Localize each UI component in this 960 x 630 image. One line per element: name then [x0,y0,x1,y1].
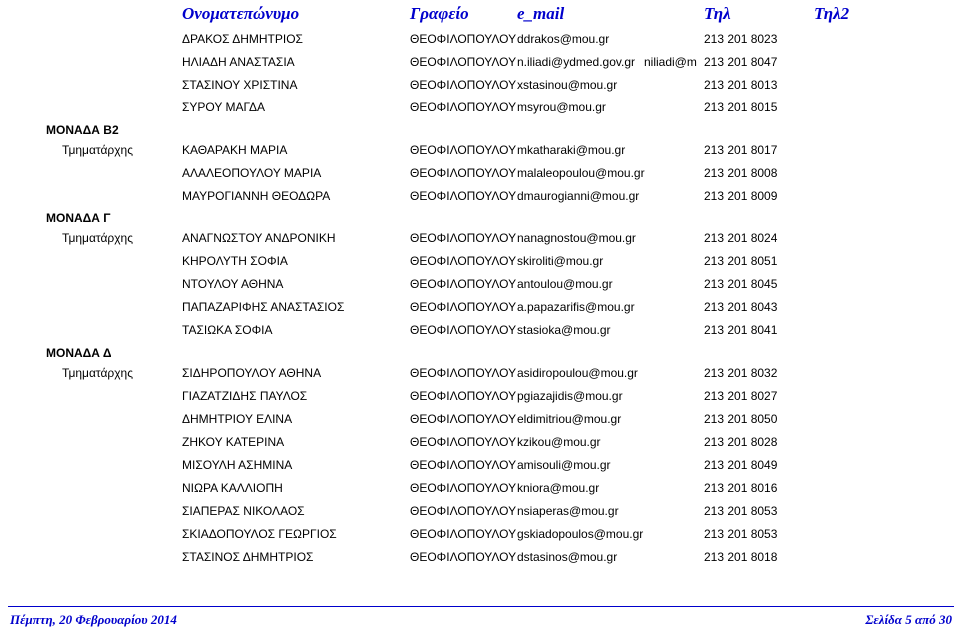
row-email[interactable]: eldimitriou@mou.gr [517,412,622,426]
row-office: ΘΕΟΦΙΛΟΠΟΥΛΟΥ [410,481,516,495]
row-office: ΘΕΟΦΙΛΟΠΟΥΛΟΥ [410,300,516,314]
table-row [0,433,960,451]
row-name: ΠΑΠΑΖΑΡΙΦΗΣ ΑΝΑΣΤΑΣΙΟΣ [182,300,345,314]
table-row [0,298,960,316]
row-email[interactable]: stasioka@mou.gr [517,323,611,337]
row-office: ΘΕΟΦΙΛΟΠΟΥΛΟΥ [410,504,516,518]
row-phone: 213 201 8041 [704,323,778,337]
row-email[interactable]: gskiadopoulos@mou.gr [517,527,644,541]
table-row [0,141,960,159]
row-phone: 213 201 8049 [704,458,778,472]
row-office: ΘΕΟΦΙΛΟΠΟΥΛΟΥ [410,412,516,426]
row-name: ΣΤΑΣΙΝΟΥ ΧΡΙΣΤΙΝΑ [182,78,298,92]
row-email[interactable]: malaleopoulou@mou.gr [517,166,645,180]
table-row [0,525,960,543]
row-office: ΘΕΟΦΙΛΟΠΟΥΛΟΥ [410,527,516,541]
row-role: Τμηματάρχης [62,231,133,245]
row-office: ΘΕΟΦΙΛΟΠΟΥΛΟΥ [410,189,516,203]
row-phone: 213 201 8016 [704,481,778,495]
table-row [0,410,960,428]
row-name: ΣΙΑΠΕΡΑΣ ΝΙΚΟΛΑΟΣ [182,504,305,518]
row-phone: 213 201 8051 [704,254,778,268]
table-row [0,387,960,405]
table-row [0,98,960,116]
table-row [0,275,960,293]
row-name: ΚΗΡΟΛΥΤΗ ΣΟΦΙΑ [182,254,288,268]
row-phone: 213 201 8023 [704,32,778,46]
row-email[interactable]: kniora@mou.gr [517,481,600,495]
row-phone: 213 201 8017 [704,143,778,157]
row-phone: 213 201 8032 [704,366,778,380]
row-office: ΘΕΟΦΙΛΟΠΟΥΛΟΥ [410,166,516,180]
row-role: Τμηματάρχης [62,366,133,380]
row-office: ΘΕΟΦΙΛΟΠΟΥΛΟΥ [410,78,516,92]
row-name: ΑΛΑΛΕΟΠΟΥΛΟΥ ΜΑΡΙΑ [182,166,322,180]
row-email[interactable]: a.papazarifis@mou.gr [517,300,635,314]
row-phone: 213 201 8027 [704,389,778,403]
table-row [0,229,960,247]
table-row [0,548,960,566]
header-name: Ονοματεπώνυμο [182,4,300,23]
table-row [0,479,960,497]
table-row [0,164,960,182]
section-g: ΜΟΝΑΔΑ Γ [46,211,111,225]
row-name: ΝΙΩΡΑ ΚΑΛΛΙΟΠΗ [182,481,283,495]
row-phone: 213 201 8053 [704,527,778,541]
row-phone: 213 201 8043 [704,300,778,314]
row-office: ΘΕΟΦΙΛΟΠΟΥΛΟΥ [410,550,516,564]
row-name: ΗΛΙΑΔΗ ΑΝΑΣΤΑΣΙΑ [182,55,295,69]
row-email[interactable]: nanagnostou@mou.gr [517,231,636,245]
row-name: ΝΤΟΥΛΟΥ ΑΘΗΝΑ [182,277,284,291]
table-row [0,456,960,474]
row-office: ΘΕΟΦΙΛΟΠΟΥΛΟΥ [410,143,516,157]
row-name: ΔΗΜΗΤΡΙΟΥ ΕΛΙΝΑ [182,412,293,426]
table-row [0,187,960,205]
row-name: ΚΑΘΑΡΑΚΗ ΜΑΡΙΑ [182,143,288,157]
row-office: ΘΕΟΦΙΛΟΠΟΥΛΟΥ [410,277,516,291]
row-name: ΤΑΣΙΩΚΑ ΣΟΦΙΑ [182,323,273,337]
row-email[interactable]: msyrou@mou.gr [517,100,606,114]
table-row [0,53,960,71]
row-name: ΣΚΙΑΔΟΠΟΥΛΟΣ ΓΕΩΡΓΙΟΣ [182,527,337,541]
row-phone: 213 201 8050 [704,412,778,426]
row-name: ΜΑΥΡΟΓΙΑΝΝΗ ΘΕΟΔΩΡΑ [182,189,331,203]
row-office: ΘΕΟΦΙΛΟΠΟΥΛΟΥ [410,435,516,449]
row-phone: 213 201 8053 [704,504,778,518]
row-email[interactable]: dstasinos@mou.gr [517,550,618,564]
footer-date: Πέμπτη, 20 Φεβρουαρίου 2014 [10,612,177,627]
row-role: Τμηματάρχης [62,143,133,157]
header-office: Γραφείο [410,4,469,23]
row-office: ΘΕΟΦΙΛΟΠΟΥΛΟΥ [410,323,516,337]
table-row [0,364,960,382]
row-phone: 213 201 8009 [704,189,778,203]
row-email2[interactable]: niliadi@m [644,55,697,69]
row-name: ΑΝΑΓΝΩΣΤΟΥ ΑΝΔΡΟΝΙΚΗ [182,231,336,245]
row-email[interactable]: kzikou@mou.gr [517,435,601,449]
row-phone: 213 201 8047 [704,55,778,69]
footer-page-number: Σελίδα 5 από 30 [865,612,952,627]
row-phone: 213 201 8013 [704,78,778,92]
row-name: ΣΤΑΣΙΝΟΣ ΔΗΜΗΤΡΙΟΣ [182,550,314,564]
row-office: ΘΕΟΦΙΛΟΠΟΥΛΟΥ [410,458,516,472]
row-office: ΘΕΟΦΙΛΟΠΟΥΛΟΥ [410,389,516,403]
row-email[interactable]: skiroliti@mou.gr [517,254,604,268]
row-email[interactable]: ddrakos@mou.gr [517,32,610,46]
header-phone2: Τηλ2 [814,4,850,23]
table-row [0,30,960,48]
row-name: ΜΙΣΟΥΛΗ ΑΣΗΜΙΝΑ [182,458,293,472]
row-office: ΘΕΟΦΙΛΟΠΟΥΛΟΥ [410,231,516,245]
row-phone: 213 201 8045 [704,277,778,291]
row-phone: 213 201 8028 [704,435,778,449]
table-row [0,502,960,520]
row-name: ΣΙΔΗΡΟΠΟΥΛΟΥ ΑΘΗΝΑ [182,366,322,380]
row-email[interactable]: n.iliadi@ydmed.gov.gr [517,55,636,69]
row-office: ΘΕΟΦΙΛΟΠΟΥΛΟΥ [410,32,516,46]
row-name: ΔΡΑΚΟΣ ΔΗΜΗΤΡΙΟΣ [182,32,303,46]
row-email[interactable]: antoulou@mou.gr [517,277,613,291]
section-d: ΜΟΝΑΔΑ Δ [46,346,112,360]
row-email[interactable]: amisouli@mou.gr [517,458,611,472]
section-b2: ΜΟΝΑΔΑ Β2 [46,123,119,137]
row-email[interactable]: nsiaperas@mou.gr [517,504,619,518]
row-office: ΘΕΟΦΙΛΟΠΟΥΛΟΥ [410,254,516,268]
row-phone: 213 201 8008 [704,166,778,180]
footer-divider [8,606,954,607]
row-name: ΓΙΑΖΑΤΖΙΔΗΣ ΠΑΥΛΟΣ [182,389,308,403]
row-office: ΘΕΟΦΙΛΟΠΟΥΛΟΥ [410,55,516,69]
header-email: e_mail [517,4,565,23]
row-email[interactable]: xstasinou@mou.gr [517,78,618,92]
row-office: ΘΕΟΦΙΛΟΠΟΥΛΟΥ [410,366,516,380]
table-row [0,252,960,270]
row-name: ΖΗΚΟΥ ΚΑΤΕΡΙΝΑ [182,435,285,449]
row-email[interactable]: asidiropoulou@mou.gr [517,366,638,380]
row-phone: 213 201 8015 [704,100,778,114]
table-row [0,321,960,339]
row-office: ΘΕΟΦΙΛΟΠΟΥΛΟΥ [410,100,516,114]
row-phone: 213 201 8024 [704,231,778,245]
row-email[interactable]: mkatharaki@mou.gr [517,143,626,157]
row-email[interactable]: pgiazajidis@mou.gr [517,389,623,403]
row-phone: 213 201 8018 [704,550,778,564]
table-row [0,76,960,94]
header-phone: Τηλ [704,4,731,23]
row-name: ΣΥΡΟΥ ΜΑΓΔΑ [182,100,266,114]
row-email[interactable]: dmaurogianni@mou.gr [517,189,640,203]
